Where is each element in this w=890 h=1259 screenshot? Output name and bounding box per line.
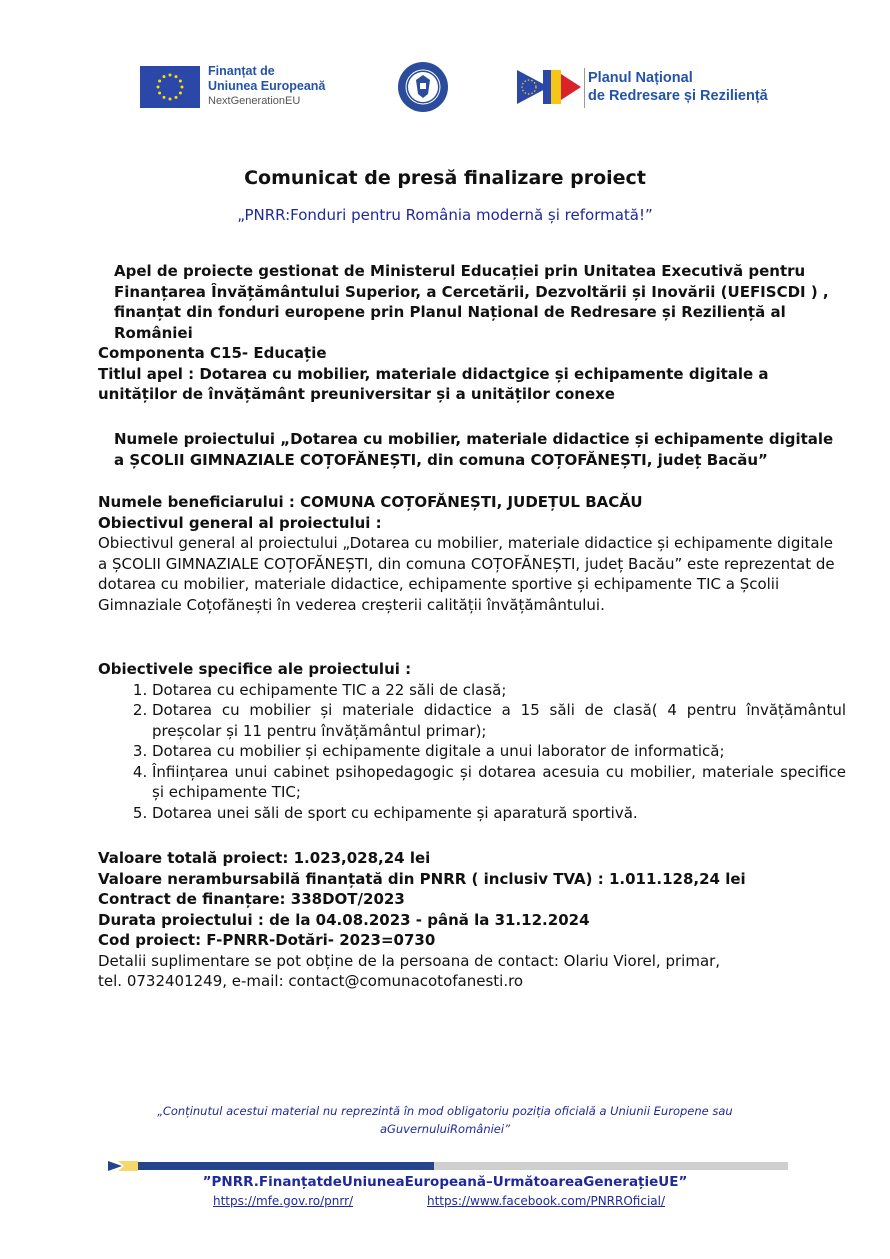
list-item: 4. Înființarea unui cabinet psihopedagogic și dotarea acesuia cu mobilier, materiale specifice și echipamente TIC; [152,762,846,803]
disclaimer [0,1102,890,1138]
specific-objectives-heading: Obiectivele specifice ale proiectului : [98,660,412,678]
facebook-link[interactable]: https://www.facebook.com/PNRROficial/ [427,1194,666,1208]
footer-bar-grey [434,1162,788,1170]
footer-link-facebook-wrap [427,1194,665,1208]
general-objective-text: Obiectivul general al proiectului „Dotarea cu mobilier, materiale didactice și echipamente digitale a ȘCOLII GIMNAZIALE COȚOFĂNEȘTI, din comuna COȚOFĂNEȘTI, județ Bacău” este reprezentat de dotarea cu mobilier, materiale didactice, echipamente sportive și echipamente TIC a Școlii Gimnaziale Coțofănești în vederea creșterii calității învățământului. [98,534,835,614]
romanian-government-seal-icon [397,61,449,113]
project-details-section [98,848,846,992]
beneficiary: Numele beneficiarului : COMUNA COȚOFĂNEȘTI, JUDEȚUL BACĂU [98,493,643,511]
non-refundable-value: Valoare nerambursabilă finanțată din PNRR ( inclusiv TVA) : 1.011.128,24 lei [98,869,746,888]
eu-logo-line2: Uniunea Europeană [208,79,326,93]
call-description: Apel de proiecte gestionat de Ministerul Educației prin Unitatea Executivă pentru Finanțarea Învățământului Superior, a Cercetării, Dezvoltării și Inovării (UEFISCDI ) , finanțat din fonduri europene prin Planul Național de Redresare și Reziliență al României [114,262,829,342]
list-item: 5. Dotarea unei săli de sport cu echipamente și aparatură sportivă. [152,803,846,824]
call-title: Titlul apel : Dotarea cu mobilier, materiale didactgice și echipamente digitale a unităților de învățământ preuniversitar și a unităților conexe [98,364,769,403]
specific-objectives-list [98,680,846,824]
financing-contract: Contract de finanțare: 338DOT/2023 [98,890,405,908]
project-duration: Durata proiectului : de la 04.08.2023 - până la 31.12.2024 [98,910,590,929]
project-name: Numele proiectului „Dotarea cu mobilier, materiale didactice și echipamente digitale a ȘCOLII GIMNAZIALE COȚOFĂNEȘTI, din comuna COȚOFĂNEȘTI, județ Bacău” [114,430,834,469]
page-title: Comunicat de presă finalizare proiect [244,167,646,189]
total-value: Valoare totală proiect: 1.023,028,24 lei [98,849,431,867]
list-item: 1. Dotarea cu echipamente TIC a 22 săli de clasă; [152,680,846,701]
pnrr-arrows-icon [517,68,581,106]
footer-bar-blue [138,1162,434,1170]
footer-arrow-icon [108,1160,142,1172]
list-item: 3. Dotarea cu mobilier și echipamente digitale a unui laborator de informatică; [152,741,846,762]
footer-slogan: ”PNRR.FinanțatdeUniuneaEuropeană–UrmătoareaGenerațieUE” [202,1174,688,1190]
disclaimer-line-2: aGuvernuluiRomâniei” [379,1122,511,1136]
pnrr-logo-divider [584,68,585,108]
project-code: Cod proiect: F-PNRR-Dotări- 2023=0730 [98,931,436,949]
contact-line-1: Detalii suplimentare se pot obține de la persoana de contact: Olariu Viorel, primar, [98,951,721,970]
eu-logo-line1: Finanțat de [208,64,275,78]
footer-link-mfe-wrap [213,1194,353,1208]
mfe-link[interactable]: https://mfe.gov.ro/pnrr/ [213,1194,354,1208]
eu-flag-icon [140,66,200,108]
eu-logo-line3: NextGenerationEU [208,95,301,107]
contact-line-2: tel. 0732401249, e-mail: contact@comunacotofanesti.ro [98,972,524,990]
pnrr-logo-text [588,69,768,105]
intro-section [98,261,846,405]
page-subtitle: „PNRR:Fonduri pentru România modernă și reformată!” [237,206,653,224]
component-label: Componenta C15- Educație [98,344,327,362]
pnrr-logo-line2: de Redresare și Reziliență [588,88,768,104]
general-objective-heading: Obiectivul general al proiectului : [98,513,382,532]
project-name-section [98,429,846,470]
footer-bar [108,1160,788,1172]
list-item: 2. Dotarea cu mobilier și materiale didactice a 15 săli de clasă( 4 pentru învățământul preșcolar și 11 pentru învățământul primar); [152,700,846,741]
disclaimer-line-1: „Conținutul acestui material nu reprezintă în mod obligatoriu poziția oficială a Uniunii Europene sau [157,1104,733,1118]
beneficiary-section [98,492,846,615]
specific-objectives-section [98,659,846,823]
eu-funding-logo-text [208,64,325,109]
pnrr-logo-line1: Planul Național [588,70,693,86]
